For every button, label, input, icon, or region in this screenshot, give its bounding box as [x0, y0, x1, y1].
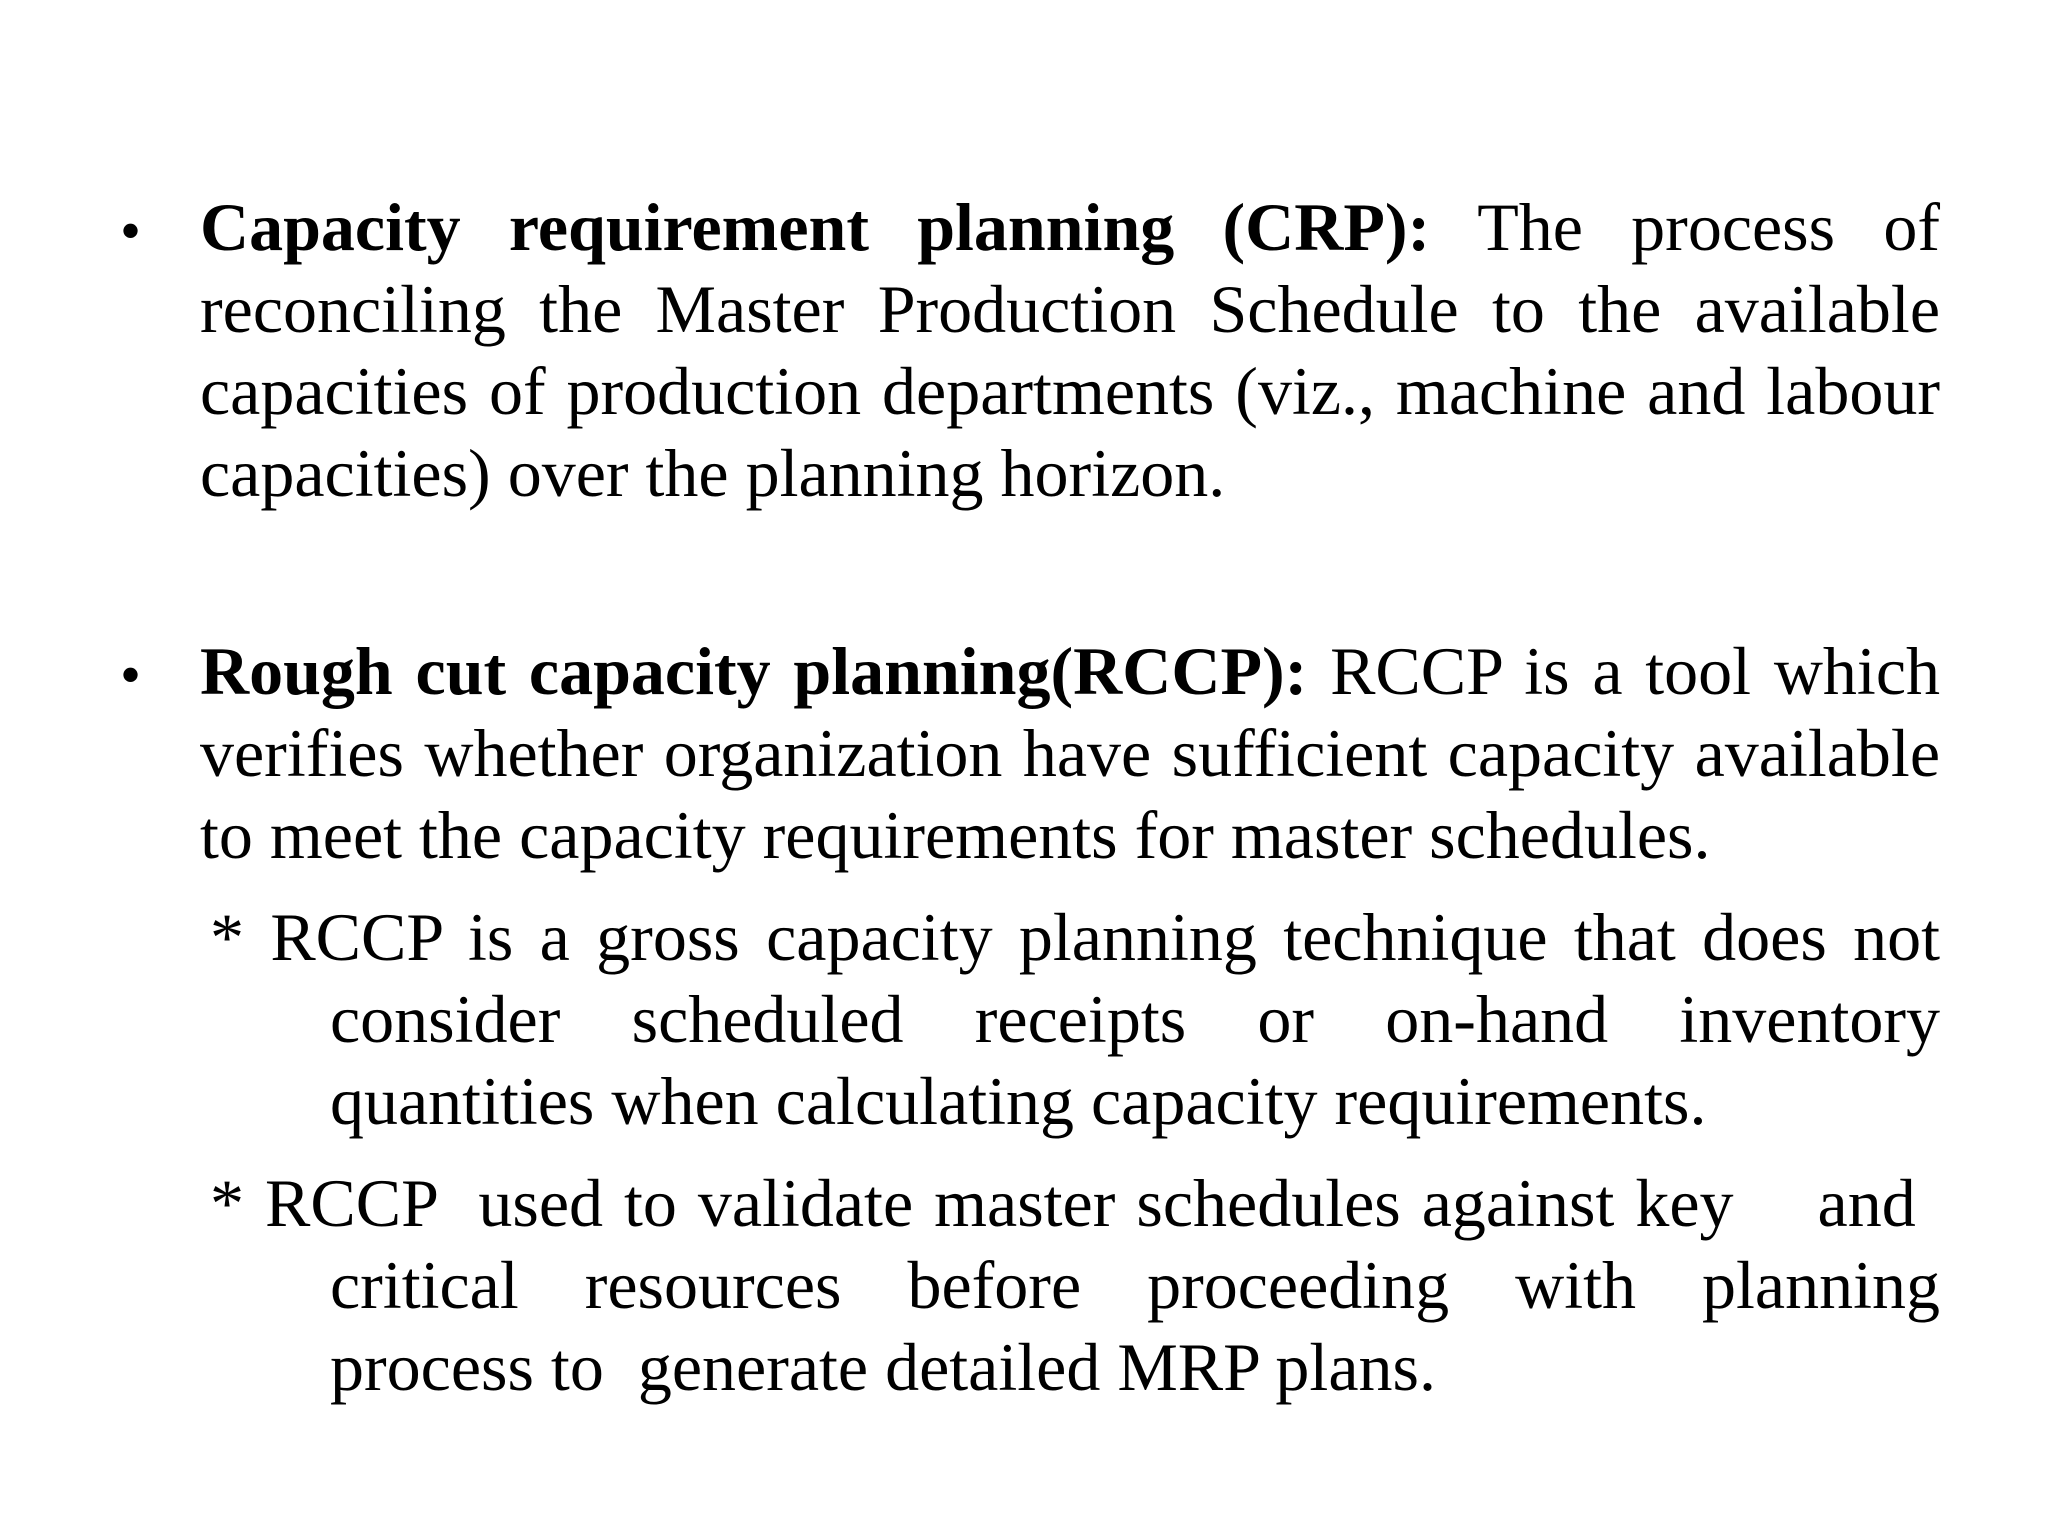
bullet-crp-line-3: capacities of production departments (viz., machine and labour — [200, 353, 1940, 429]
sub-point-1-line-2: consider scheduled receipts or on-hand inventory — [330, 981, 1940, 1057]
bullet-crp-line-4: capacities) over the planning horizon. — [200, 435, 1226, 511]
sub-point-2-line-1: * RCCP used to validate master schedules against key and — [210, 1165, 1916, 1241]
bullet-rccp-term: Rough cut capacity planning(RCCP): — [200, 633, 1308, 709]
sub-point-gross-capacity — [210, 896, 1940, 1142]
bullet-rccp-line-3: to meet the capacity requirements for master schedules. — [200, 797, 1711, 873]
bullet-rccp-line-1-rest: RCCP is a tool which — [1330, 633, 1941, 709]
bullet-rccp-line-1 — [200, 630, 1940, 712]
bullet-crp-line-1-rest: The process of — [1477, 189, 1940, 265]
sub-point-2-line-2: critical resources before proceeding with planning — [330, 1247, 1940, 1323]
bullet-crp-line-1 — [200, 186, 1940, 268]
bullet-dot-icon: • — [120, 642, 142, 708]
sub-point-2-line-3: process to generate detailed MRP plans. — [330, 1329, 1436, 1405]
sub-point-1-line-3: quantities when calculating capacity requirements. — [330, 1063, 1707, 1139]
bullet-crp — [200, 186, 1940, 514]
bullet-dot-icon: • — [120, 198, 142, 264]
sub-point-1-line-1: * RCCP is a gross capacity planning technique that does not — [210, 899, 1940, 975]
bullet-crp-term: Capacity requirement planning (CRP): — [200, 189, 1431, 265]
bullet-crp-line-2: reconciling the Master Production Schedule to the available — [200, 271, 1940, 347]
bullet-rccp — [200, 630, 1940, 876]
bullet-rccp-line-2: verifies whether organization have sufficient capacity available — [200, 715, 1940, 791]
sub-point-validate — [210, 1162, 1940, 1408]
